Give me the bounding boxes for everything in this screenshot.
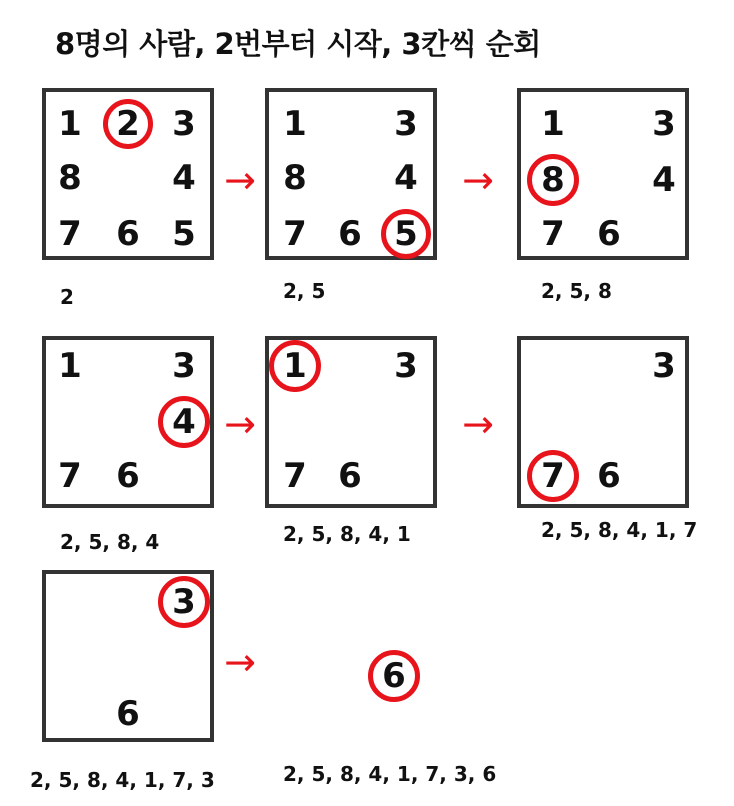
step-2-caption: 2, 5 — [283, 279, 326, 303]
step-8-number-6: 6 — [382, 656, 406, 696]
step-3-caption: 2, 5, 8 — [541, 279, 612, 303]
step-6-number-7: 7 — [541, 456, 565, 496]
step-6-number-6: 6 — [597, 456, 621, 496]
arrow-right-icon: → — [462, 402, 494, 446]
step-2-number-8: 8 — [283, 158, 307, 198]
step-1-number-7: 7 — [58, 214, 82, 254]
step-7-number-6: 6 — [116, 694, 140, 734]
step-3-number-3: 3 — [652, 104, 676, 144]
step-4-number-6: 6 — [116, 456, 140, 496]
step-3-number-1: 1 — [541, 104, 565, 144]
arrow-right-icon: → — [224, 640, 256, 684]
step-8-selected-circle — [368, 650, 420, 702]
step-5-number-7: 7 — [283, 456, 307, 496]
step-5-number-1: 1 — [283, 346, 307, 386]
step-4-selected-circle — [158, 396, 210, 448]
step-1-number-1: 1 — [58, 104, 82, 144]
step-7-selected-circle — [158, 576, 210, 628]
step-5-number-3: 3 — [394, 346, 418, 386]
step-7-caption: 2, 5, 8, 4, 1, 7, 3 — [30, 768, 215, 792]
step-3-number-7: 7 — [541, 214, 565, 254]
diagram-title: 8명의 사람, 2번부터 시작, 3칸씩 순회 — [55, 27, 541, 61]
step-6-selected-circle — [527, 450, 579, 502]
arrow-right-icon: → — [224, 158, 256, 202]
step-5-caption: 2, 5, 8, 4, 1 — [283, 522, 411, 546]
step-2-selected-circle — [381, 209, 431, 259]
step-3-number-4: 4 — [652, 160, 676, 200]
step-1-number-8: 8 — [58, 158, 82, 198]
step-7-number-3: 3 — [172, 582, 196, 622]
step-1-number-2: 2 — [116, 104, 140, 144]
step-2-number-7: 7 — [283, 214, 307, 254]
step-3-number-6: 6 — [597, 214, 621, 254]
step-2-number-4: 4 — [394, 158, 418, 198]
arrow-right-icon: → — [462, 158, 494, 202]
step-2-number-6: 6 — [338, 214, 362, 254]
step-4-caption: 2, 5, 8, 4 — [60, 530, 160, 554]
step-4-number-3: 3 — [172, 346, 196, 386]
step-1-selected-circle — [103, 99, 153, 149]
step-1-number-3: 3 — [172, 104, 196, 144]
step-5-number-6: 6 — [338, 456, 362, 496]
step-2-number-3: 3 — [394, 104, 418, 144]
step-3-selected-circle — [527, 154, 579, 206]
arrow-right-icon: → — [224, 402, 256, 446]
step-4-number-4: 4 — [172, 402, 196, 442]
step-2-number-1: 1 — [283, 104, 307, 144]
step-1-caption: 2 — [60, 285, 74, 309]
step-8-caption: 2, 5, 8, 4, 1, 7, 3, 6 — [283, 762, 497, 786]
step-1-number-6: 6 — [116, 214, 140, 254]
step-6-number-3: 3 — [652, 346, 676, 386]
step-4-number-7: 7 — [58, 456, 82, 496]
step-2-number-5: 5 — [394, 214, 418, 254]
step-5-selected-circle — [269, 340, 321, 392]
step-6-caption: 2, 5, 8, 4, 1, 7 — [541, 518, 698, 542]
step-1-number-4: 4 — [172, 158, 196, 198]
step-1-number-5: 5 — [172, 214, 196, 254]
step-4-number-1: 1 — [58, 346, 82, 386]
step-3-number-8: 8 — [541, 160, 565, 200]
